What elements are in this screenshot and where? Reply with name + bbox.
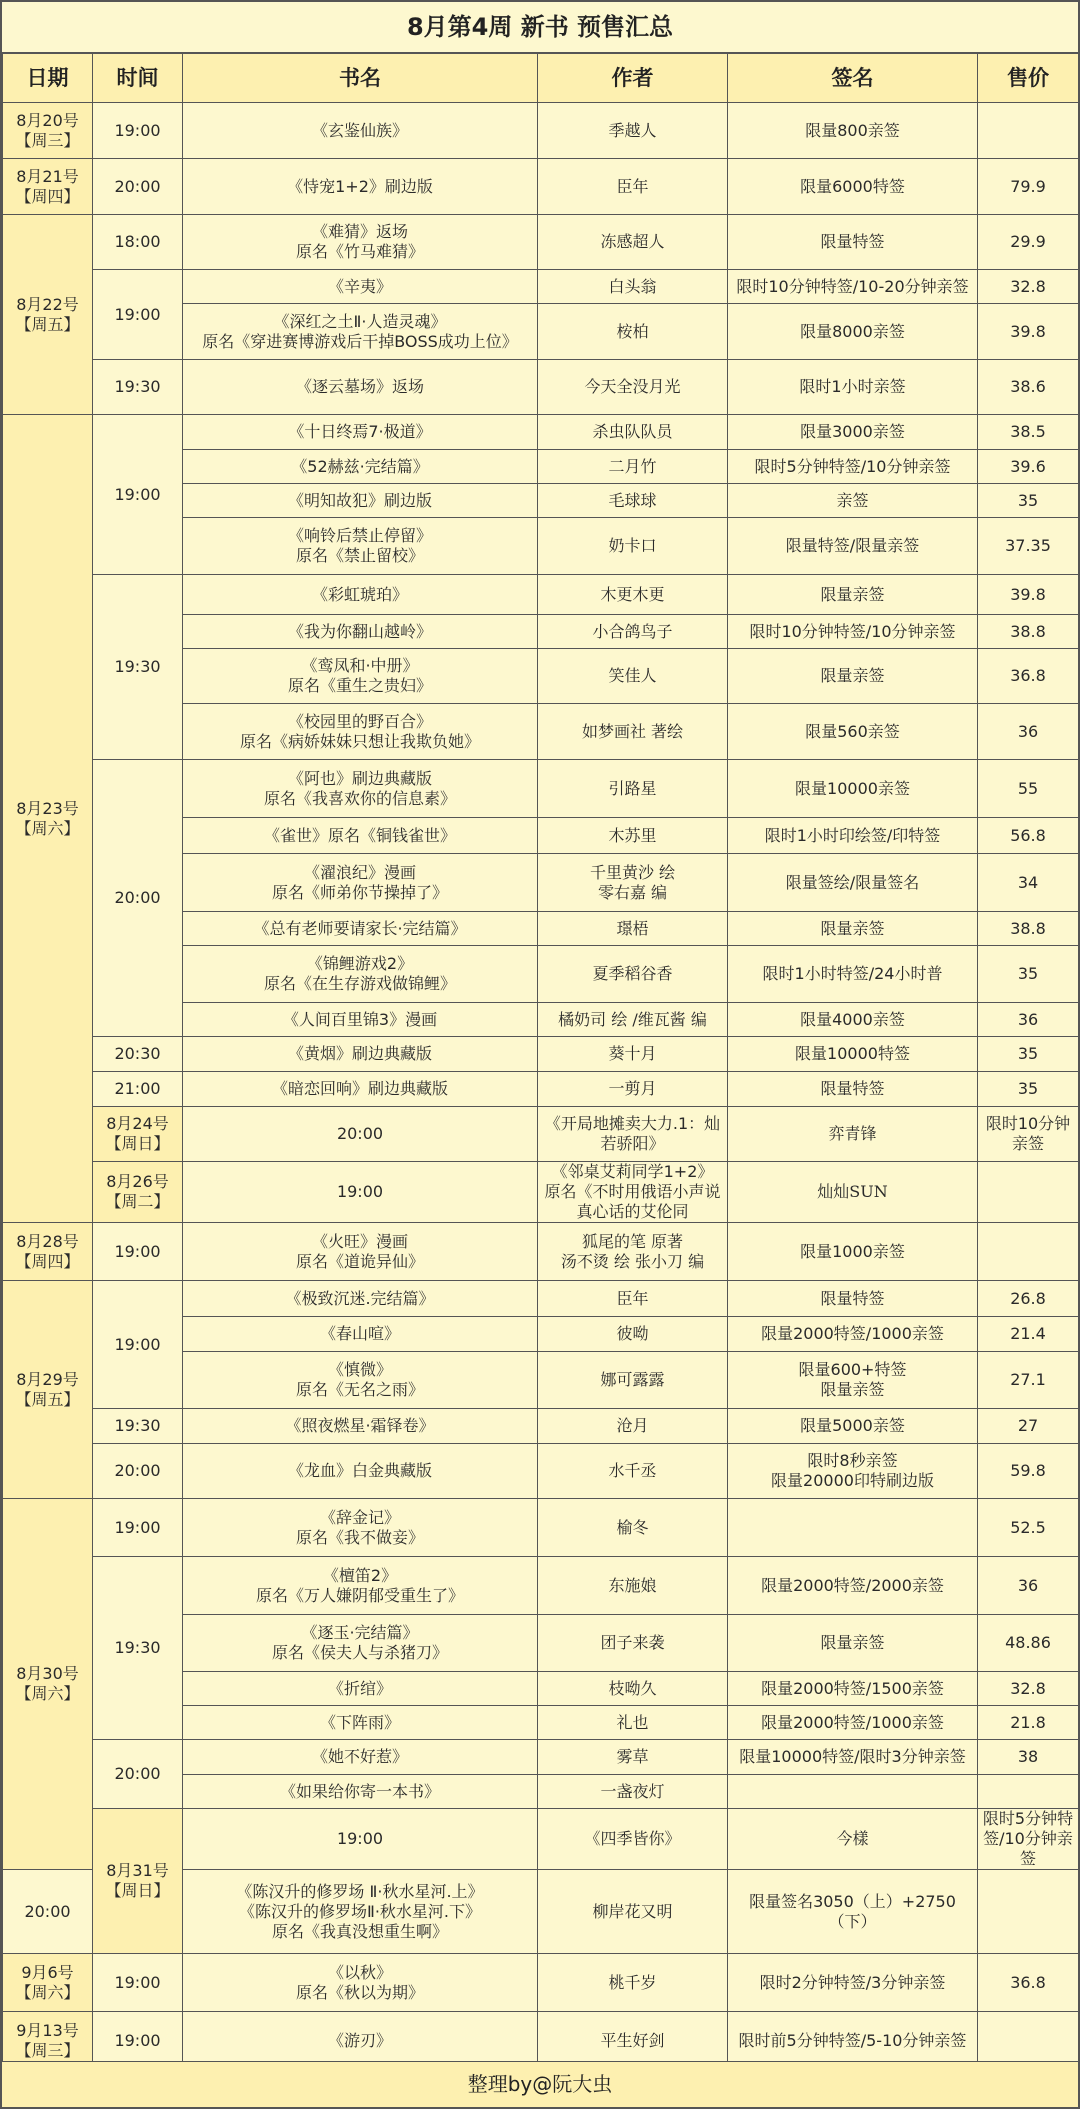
book-title-cell: 《52赫兹·完结篇》	[183, 450, 538, 484]
signature-cell: 限量5000亲签	[728, 1409, 978, 1444]
signature-cell: 限量10000特签/限时3分钟亲签	[728, 1740, 978, 1775]
author-cell: 一盏夜灯	[538, 1775, 728, 1809]
price-cell: 39.6	[978, 450, 1079, 484]
signature-cell: 限量4000亲签	[728, 1003, 978, 1037]
time-cell: 19:00	[93, 1499, 183, 1557]
price-cell: 27	[978, 1409, 1079, 1444]
author-cell: 沧月	[538, 1409, 728, 1444]
price-cell: 38.8	[978, 615, 1079, 649]
date-cell: 8月23号 【周六】	[3, 415, 93, 1223]
author-cell: 臣年	[538, 1281, 728, 1317]
author-cell: 臣年	[538, 159, 728, 215]
time-cell: 21:00	[93, 1072, 183, 1107]
price-cell: 38	[978, 1740, 1079, 1775]
book-title-cell: 《以秋》 原名《秋以为期》	[183, 1954, 538, 2012]
signature-cell: 限量3000亲签	[728, 415, 978, 450]
book-title-cell: 《春山喧》	[183, 1317, 538, 1352]
book-title-cell: 《雀世》原名《铜钱雀世》	[183, 818, 538, 854]
author-cell: 礼也	[538, 1706, 728, 1740]
price-cell: 35	[978, 946, 1079, 1003]
book-title-cell: 《锦鲤游戏2》 原名《在生存游戏做锦鲤》	[183, 946, 538, 1003]
signature-cell: 限时1小时印绘签/印特签	[728, 818, 978, 854]
time-cell: 19:30	[93, 575, 183, 760]
book-title-cell: 《陈汉升的修罗场 Ⅱ·秋水星河.上》 《陈汉升的修罗场Ⅱ·秋水星河.下》 原名《我真没想重生啊》	[183, 1870, 538, 1954]
author-cell: 今天全没月光	[538, 360, 728, 415]
price-cell: 36.8	[978, 1954, 1079, 2012]
date-cell: 9月13号 【周三】	[3, 2012, 93, 2070]
date-cell: 8月28号 【周四】	[3, 1223, 93, 1281]
date-cell: 8月29号 【周五】	[3, 1281, 93, 1499]
date-cell: 8月31号 【周日】	[93, 1809, 183, 1954]
signature-cell	[978, 1162, 1079, 1223]
signature-cell: 限量亲签	[728, 1615, 978, 1672]
header-author: 作者	[538, 54, 728, 103]
price-cell: 35	[978, 1037, 1079, 1072]
book-title-cell: 《檀笛2》 原名《万人嫌阴郁受重生了》	[183, 1557, 538, 1615]
book-title-cell: 《四季皆你》	[538, 1809, 728, 1870]
signature-cell: 限量10000特签	[728, 1037, 978, 1072]
price-cell: 32.8	[978, 270, 1079, 304]
price-cell: 32.8	[978, 1672, 1079, 1706]
book-title-cell: 《逐云墓场》返场	[183, 360, 538, 415]
book-title-cell: 《照夜燃星·霜铎卷》	[183, 1409, 538, 1444]
author-cell: 千里黄沙 绘 零右嘉 编	[538, 854, 728, 912]
time-cell: 20:00	[3, 1870, 93, 1954]
price-cell: 35	[978, 1072, 1079, 1107]
header-date: 日期	[3, 54, 93, 103]
table-row	[3, 575, 1079, 615]
time-cell: 19:00	[93, 415, 183, 575]
book-title-cell: 《下阵雨》	[183, 1706, 538, 1740]
author-cell: 笑佳人	[538, 649, 728, 704]
table-row	[3, 1557, 1079, 1615]
signature-cell: 限时2分钟特签/3分钟亲签	[728, 1954, 978, 2012]
book-title-cell: 《恃宠1+2》刷边版	[183, 159, 538, 215]
date-cell: 8月20号 【周三】	[3, 103, 93, 159]
book-title-cell: 《校园里的野百合》 原名《病娇妹妹只想让我欺负她》	[183, 704, 538, 760]
table-body	[3, 103, 1079, 2070]
presale-table	[2, 53, 1079, 2070]
author-cell: 娜可露露	[538, 1352, 728, 1409]
table-row	[3, 360, 1079, 415]
book-title-cell: 《我为你翻山越岭》	[183, 615, 538, 649]
time-cell: 19:00	[183, 1809, 538, 1870]
book-title-cell: 《暗恋回响》刷边典藏版	[183, 1072, 538, 1107]
book-title-cell: 《彩虹琥珀》	[183, 575, 538, 615]
author-cell: 一剪月	[538, 1072, 728, 1107]
header-book: 书名	[183, 54, 538, 103]
date-cell: 8月24号 【周日】	[93, 1107, 183, 1162]
author-cell: 东施娘	[538, 1557, 728, 1615]
date-cell: 8月26号 【周二】	[93, 1162, 183, 1223]
time-cell: 19:00	[183, 1162, 538, 1223]
signature-cell: 限时前5分钟特签/5-10分钟亲签	[728, 2012, 978, 2070]
book-title-cell: 《人间百里锦3》漫画	[183, 1003, 538, 1037]
time-cell: 19:00	[93, 270, 183, 360]
time-cell: 20:00	[93, 1444, 183, 1499]
author-cell: 枝呦久	[538, 1672, 728, 1706]
signature-cell: 限量8000亲签	[728, 304, 978, 360]
time-cell: 18:00	[93, 215, 183, 270]
author-cell: 平生好剑	[538, 2012, 728, 2070]
author-cell: 今樣	[728, 1809, 978, 1870]
price-cell	[978, 1775, 1079, 1809]
time-cell: 19:00	[93, 103, 183, 159]
date-cell: 9月6号 【周六】	[3, 1954, 93, 2012]
time-cell: 19:00	[93, 1954, 183, 2012]
signature-cell: 限量2000特签/2000亲签	[728, 1557, 978, 1615]
signature-cell: 限量特签	[728, 1281, 978, 1317]
author-cell: 夏季稻谷香	[538, 946, 728, 1003]
price-cell	[978, 103, 1079, 159]
signature-cell: 限时1小时特签/24小时普	[728, 946, 978, 1003]
signature-cell: 限量签名3050（上）+2750（下）	[728, 1870, 978, 1954]
price-cell: 26.8	[978, 1281, 1079, 1317]
signature-cell: 限量签绘/限量签名	[728, 854, 978, 912]
table-row	[3, 1740, 1079, 1775]
signature-cell: 限时5分钟特签/10分钟亲签	[978, 1809, 1079, 1870]
date-cell: 8月22号 【周五】	[3, 215, 93, 415]
author-cell: 白头翁	[538, 270, 728, 304]
time-cell: 19:00	[93, 1223, 183, 1281]
price-cell: 36	[978, 704, 1079, 760]
signature-cell: 限量600+特签 限量亲签	[728, 1352, 978, 1409]
header-price: 售价	[978, 54, 1079, 103]
price-cell: 52.5	[978, 1499, 1079, 1557]
author-cell: 彼呦	[538, 1317, 728, 1352]
signature-cell: 限量特签	[728, 1072, 978, 1107]
signature-cell	[728, 1499, 978, 1557]
price-cell	[978, 1870, 1079, 1954]
author-cell: 橘奶司 绘 /维瓦酱 编	[538, 1003, 728, 1037]
signature-cell: 限量亲签	[728, 912, 978, 946]
book-title-cell: 《她不好惹》	[183, 1740, 538, 1775]
author-cell: 杀虫队队员	[538, 415, 728, 450]
book-title-cell: 《如果给你寄一本书》	[183, 1775, 538, 1809]
author-cell: 季越人	[538, 103, 728, 159]
time-cell: 20:00	[93, 159, 183, 215]
book-title-cell: 《辞金记》 原名《我不做妾》	[183, 1499, 538, 1557]
price-cell: 38.8	[978, 912, 1079, 946]
price-cell: 48.86	[978, 1615, 1079, 1672]
author-cell: 水千丞	[538, 1444, 728, 1499]
signature-cell: 限量亲签	[728, 649, 978, 704]
time-cell: 19:30	[93, 1409, 183, 1444]
author-cell: 桉柏	[538, 304, 728, 360]
credit-footer: 整理by@阮大虫	[2, 2061, 1078, 2107]
book-title-cell: 《难猜》返场 原名《竹马难猜》	[183, 215, 538, 270]
table-row	[3, 1499, 1079, 1557]
author-cell: 冻感超人	[538, 215, 728, 270]
price-cell: 21.4	[978, 1317, 1079, 1352]
table-row	[3, 1072, 1079, 1107]
book-title-cell: 《开局地摊卖大力.1：灿若骄阳》	[538, 1107, 728, 1162]
author-cell: 雾草	[538, 1740, 728, 1775]
signature-cell: 限时1小时亲签	[728, 360, 978, 415]
table-row	[3, 1409, 1079, 1444]
table-row	[3, 1809, 1079, 1870]
author-cell: 木苏里	[538, 818, 728, 854]
price-cell: 56.8	[978, 818, 1079, 854]
author-cell: 引路星	[538, 760, 728, 818]
header-time: 时间	[93, 54, 183, 103]
table-row	[3, 415, 1079, 450]
date-cell: 8月30号 【周六】	[3, 1499, 93, 1870]
signature-cell: 限时10分钟特签/10-20分钟亲签	[728, 270, 978, 304]
signature-cell: 限量2000特签/1000亲签	[728, 1706, 978, 1740]
book-title-cell: 《濯浪纪》漫画 原名《师弟你节操掉了》	[183, 854, 538, 912]
time-cell: 20:30	[93, 1037, 183, 1072]
book-title-cell: 《辛夷》	[183, 270, 538, 304]
price-cell: 79.9	[978, 159, 1079, 215]
price-cell: 59.8	[978, 1444, 1079, 1499]
signature-cell: 限量1000亲签	[728, 1223, 978, 1281]
author-cell: 璟梧	[538, 912, 728, 946]
signature-cell: 亲签	[728, 484, 978, 518]
table-row	[3, 1444, 1079, 1499]
book-title-cell: 《折绾》	[183, 1672, 538, 1706]
book-title-cell: 《邻桌艾莉同学1+2》 原名《不时用俄语小声说真心话的艾伦同	[538, 1162, 728, 1223]
signature-cell: 限量6000特签	[728, 159, 978, 215]
book-title-cell: 《游刃》	[183, 2012, 538, 2070]
price-cell: 34	[978, 854, 1079, 912]
book-title-cell: 《鸾凤和·中册》 原名《重生之贵妇》	[183, 649, 538, 704]
price-cell: 39.8	[978, 304, 1079, 360]
signature-cell: 限量特签/限量亲签	[728, 518, 978, 575]
book-title-cell: 《逐玉·完结篇》 原名《侯夫人与杀猪刀》	[183, 1615, 538, 1672]
header-row	[3, 54, 1079, 103]
table-row	[3, 760, 1079, 818]
author-cell: 团子来袭	[538, 1615, 728, 1672]
price-cell: 38.6	[978, 360, 1079, 415]
header-sign: 签名	[728, 54, 978, 103]
signature-cell: 限量560亲签	[728, 704, 978, 760]
table-row	[3, 1954, 1079, 2012]
date-cell: 8月21号 【周四】	[3, 159, 93, 215]
signature-cell: 限时10分钟亲签	[978, 1107, 1079, 1162]
price-cell: 38.5	[978, 415, 1079, 450]
table-row	[3, 215, 1079, 270]
table-row	[3, 159, 1079, 215]
time-cell: 20:00	[93, 1740, 183, 1809]
author-cell: 灿灿SUN	[728, 1162, 978, 1223]
table-row	[3, 103, 1079, 159]
book-title-cell: 《龙血》白金典藏版	[183, 1444, 538, 1499]
author-cell: 奶卡口	[538, 518, 728, 575]
time-cell: 19:30	[93, 360, 183, 415]
author-cell: 木更木更	[538, 575, 728, 615]
book-title-cell: 《深红之土Ⅱ·人造灵魂》 原名《穿进赛博游戏后干掉BOSS成功上位》	[183, 304, 538, 360]
book-title-cell: 《总有老师要请家长·完结篇》	[183, 912, 538, 946]
signature-cell	[728, 1775, 978, 1809]
author-cell: 二月竹	[538, 450, 728, 484]
price-cell	[978, 1223, 1079, 1281]
author-cell: 毛球球	[538, 484, 728, 518]
book-title-cell: 《十日终焉7·极道》	[183, 415, 538, 450]
price-cell: 35	[978, 484, 1079, 518]
book-title-cell: 《响铃后禁止停留》 原名《禁止留校》	[183, 518, 538, 575]
table-row	[3, 1037, 1079, 1072]
table-row	[3, 1107, 1079, 1162]
price-cell: 29.9	[978, 215, 1079, 270]
table-row	[3, 1223, 1079, 1281]
author-cell: 小合鸽鸟子	[538, 615, 728, 649]
signature-cell: 限时8秒亲签 限量20000印特刷边版	[728, 1444, 978, 1499]
signature-cell: 限时5分钟特签/10分钟亲签	[728, 450, 978, 484]
book-title-cell: 《明知故犯》刷边版	[183, 484, 538, 518]
author-cell: 柳岸花又明	[538, 1870, 728, 1954]
time-cell: 19:30	[93, 1557, 183, 1740]
book-title-cell: 《玄鉴仙族》	[183, 103, 538, 159]
book-title-cell: 《黄烟》刷边典藏版	[183, 1037, 538, 1072]
signature-cell: 限量2000特签/1500亲签	[728, 1672, 978, 1706]
price-cell: 55	[978, 760, 1079, 818]
author-cell: 榆冬	[538, 1499, 728, 1557]
author-cell: 狐尾的笔 原著 汤不烫 绘 张小刀 编	[538, 1223, 728, 1281]
price-cell: 36	[978, 1557, 1079, 1615]
signature-cell: 限量2000特签/1000亲签	[728, 1317, 978, 1352]
signature-cell: 限时10分钟特签/10分钟亲签	[728, 615, 978, 649]
book-title-cell: 《阿也》刷边典藏版 原名《我喜欢你的信息素》	[183, 760, 538, 818]
price-cell: 27.1	[978, 1352, 1079, 1409]
author-cell: 葵十月	[538, 1037, 728, 1072]
book-title-cell: 《火旺》漫画 原名《道诡异仙》	[183, 1223, 538, 1281]
table-row	[3, 270, 1079, 304]
signature-cell: 限量亲签	[728, 575, 978, 615]
page-title: 8月第4周 新书 预售汇总	[2, 2, 1078, 53]
book-title-cell: 《极致沉迷.完结篇》	[183, 1281, 538, 1317]
author-cell: 如梦画社 著绘	[538, 704, 728, 760]
signature-cell: 限量特签	[728, 215, 978, 270]
author-cell: 桃千岁	[538, 1954, 728, 2012]
price-cell: 21.8	[978, 1706, 1079, 1740]
price-cell: 37.35	[978, 518, 1079, 575]
price-cell: 36	[978, 1003, 1079, 1037]
time-cell: 19:00	[93, 1281, 183, 1409]
price-cell: 36.8	[978, 649, 1079, 704]
price-cell: 39.8	[978, 575, 1079, 615]
table-row	[3, 1281, 1079, 1317]
author-cell: 弈青锋	[728, 1107, 978, 1162]
time-cell: 19:00	[93, 2012, 183, 2070]
time-cell: 20:00	[183, 1107, 538, 1162]
book-title-cell: 《慎微》 原名《无名之雨》	[183, 1352, 538, 1409]
signature-cell: 限量800亲签	[728, 103, 978, 159]
signature-cell: 限量10000亲签	[728, 760, 978, 818]
table-row	[3, 1162, 1079, 1223]
time-cell: 20:00	[93, 760, 183, 1037]
